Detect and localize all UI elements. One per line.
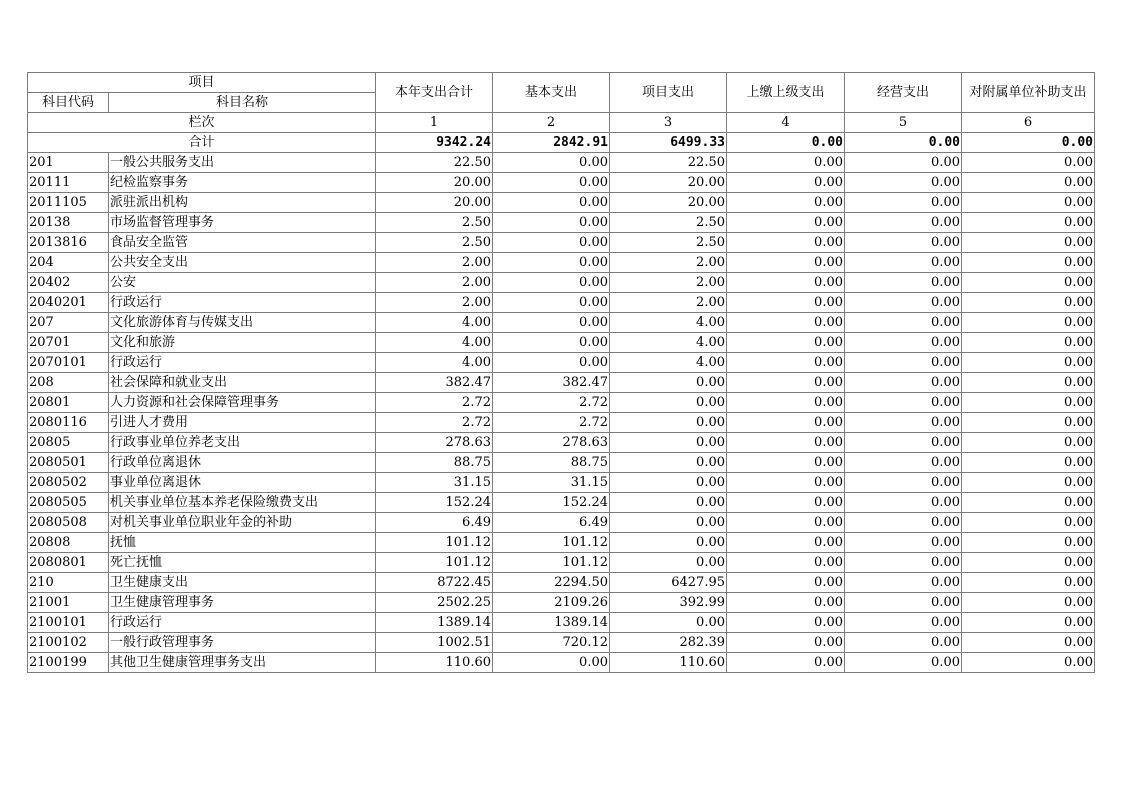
- amount-cell: 0.00: [845, 273, 962, 293]
- amount-cell: 0.00: [962, 633, 1095, 653]
- amount-cell: 4.00: [376, 333, 493, 353]
- amount-cell: 4.00: [610, 353, 727, 373]
- total-label: 合计: [28, 133, 376, 153]
- subject-name: 行政运行: [109, 293, 376, 313]
- column-number: 4: [727, 113, 845, 133]
- subject-code: 2100102: [28, 633, 109, 653]
- amount-cell: 0.00: [845, 253, 962, 273]
- amount-cell: 0.00: [845, 433, 962, 453]
- table-row: [28, 593, 1095, 613]
- subject-name: 行政事业单位养老支出: [109, 433, 376, 453]
- amount-cell: 0.00: [610, 453, 727, 473]
- header-col-remit: 上缴上级支出: [727, 73, 845, 113]
- amount-cell: 152.24: [493, 493, 610, 513]
- subject-name: 人力资源和社会保障管理事务: [109, 393, 376, 413]
- table-row: [28, 233, 1095, 253]
- amount-cell: 110.60: [610, 653, 727, 673]
- amount-cell: 1389.14: [493, 613, 610, 633]
- total-value: 0.00: [962, 133, 1095, 153]
- column-number: 5: [845, 113, 962, 133]
- amount-cell: 0.00: [493, 193, 610, 213]
- subject-code: 20402: [28, 273, 109, 293]
- subject-name: 一般行政管理事务: [109, 633, 376, 653]
- amount-cell: 0.00: [493, 353, 610, 373]
- amount-cell: 2.00: [376, 293, 493, 313]
- header-name: 科目名称: [109, 93, 376, 113]
- table-row: [28, 473, 1095, 493]
- subject-code: 20111: [28, 173, 109, 193]
- amount-cell: 0.00: [727, 333, 845, 353]
- total-value: 9342.24: [376, 133, 493, 153]
- amount-cell: 0.00: [845, 613, 962, 633]
- amount-cell: 20.00: [376, 193, 493, 213]
- total-value: 0.00: [727, 133, 845, 153]
- amount-cell: 0.00: [962, 613, 1095, 633]
- header-col-project: 项目支出: [610, 73, 727, 113]
- amount-cell: 0.00: [845, 373, 962, 393]
- amount-cell: 0.00: [845, 313, 962, 333]
- amount-cell: 0.00: [727, 513, 845, 533]
- amount-cell: 0.00: [962, 353, 1095, 373]
- subject-code: 2080508: [28, 513, 109, 533]
- amount-cell: 2.50: [376, 213, 493, 233]
- amount-cell: 0.00: [727, 473, 845, 493]
- table-row: [28, 173, 1095, 193]
- amount-cell: 0.00: [610, 493, 727, 513]
- subject-name: 卫生健康支出: [109, 573, 376, 593]
- amount-cell: 0.00: [727, 353, 845, 373]
- amount-cell: 2502.25: [376, 593, 493, 613]
- column-number: 1: [376, 113, 493, 133]
- amount-cell: 0.00: [493, 313, 610, 333]
- amount-cell: 0.00: [962, 573, 1095, 593]
- subject-code: 2011105: [28, 193, 109, 213]
- subject-code: 204: [28, 253, 109, 273]
- amount-cell: 0.00: [610, 393, 727, 413]
- amount-cell: 31.15: [493, 473, 610, 493]
- amount-cell: 0.00: [610, 413, 727, 433]
- table-row: [28, 373, 1095, 393]
- amount-cell: 382.47: [376, 373, 493, 393]
- subject-code: 2080801: [28, 553, 109, 573]
- amount-cell: 0.00: [727, 293, 845, 313]
- amount-cell: 31.15: [376, 473, 493, 493]
- subject-code: 20808: [28, 533, 109, 553]
- total-value: 0.00: [845, 133, 962, 153]
- table-row: [28, 513, 1095, 533]
- amount-cell: 2.72: [493, 413, 610, 433]
- subject-name: 行政单位离退休: [109, 453, 376, 473]
- subject-name: 死亡抚恤: [109, 553, 376, 573]
- table-row: [28, 553, 1095, 573]
- amount-cell: 0.00: [845, 633, 962, 653]
- table-row: [28, 413, 1095, 433]
- amount-cell: 0.00: [493, 173, 610, 193]
- amount-cell: 101.12: [493, 533, 610, 553]
- table-row: [28, 573, 1095, 593]
- amount-cell: 282.39: [610, 633, 727, 653]
- table-row: [28, 633, 1095, 653]
- subject-code: 2013816: [28, 233, 109, 253]
- column-number: 6: [962, 113, 1095, 133]
- amount-cell: 0.00: [845, 173, 962, 193]
- amount-cell: 2.50: [610, 213, 727, 233]
- amount-cell: 6.49: [493, 513, 610, 533]
- amount-cell: 0.00: [727, 633, 845, 653]
- amount-cell: 4.00: [376, 353, 493, 373]
- amount-cell: 0.00: [727, 313, 845, 333]
- amount-cell: 0.00: [845, 293, 962, 313]
- amount-cell: 20.00: [610, 193, 727, 213]
- amount-cell: 101.12: [376, 533, 493, 553]
- subject-name: 对机关事业单位职业年金的补助: [109, 513, 376, 533]
- total-value: 6499.33: [610, 133, 727, 153]
- amount-cell: 0.00: [962, 373, 1095, 393]
- amount-cell: 0.00: [727, 193, 845, 213]
- amount-cell: 0.00: [727, 413, 845, 433]
- amount-cell: 0.00: [727, 453, 845, 473]
- subject-name: 纪检监察事务: [109, 173, 376, 193]
- amount-cell: 0.00: [727, 613, 845, 633]
- amount-cell: 0.00: [727, 253, 845, 273]
- subject-name: 卫生健康管理事务: [109, 593, 376, 613]
- subject-name: 引进人才费用: [109, 413, 376, 433]
- amount-cell: 2109.26: [493, 593, 610, 613]
- table-row: [28, 293, 1095, 313]
- amount-cell: 0.00: [962, 193, 1095, 213]
- amount-cell: 22.50: [376, 153, 493, 173]
- amount-cell: 101.12: [376, 553, 493, 573]
- table-row: [28, 213, 1095, 233]
- amount-cell: 278.63: [493, 433, 610, 453]
- header-col-total: 本年支出合计: [376, 73, 493, 113]
- amount-cell: 0.00: [845, 553, 962, 573]
- table-row: [28, 313, 1095, 333]
- amount-cell: 0.00: [845, 573, 962, 593]
- amount-cell: 0.00: [727, 493, 845, 513]
- amount-cell: 0.00: [493, 273, 610, 293]
- table-row: [28, 333, 1095, 353]
- amount-cell: 88.75: [376, 453, 493, 473]
- amount-cell: 2294.50: [493, 573, 610, 593]
- header-code: 科目代码: [28, 93, 109, 113]
- subject-name: 事业单位离退休: [109, 473, 376, 493]
- amount-cell: 2.72: [376, 393, 493, 413]
- amount-cell: 392.99: [610, 593, 727, 613]
- header-col-basic: 基本支出: [493, 73, 610, 113]
- amount-cell: 0.00: [727, 573, 845, 593]
- amount-cell: 0.00: [845, 473, 962, 493]
- amount-cell: 0.00: [962, 493, 1095, 513]
- subject-code: 2100101: [28, 613, 109, 633]
- column-number: 2: [493, 113, 610, 133]
- amount-cell: 0.00: [610, 473, 727, 493]
- amount-cell: 0.00: [845, 353, 962, 373]
- table-row: [28, 433, 1095, 453]
- amount-cell: 0.00: [610, 433, 727, 453]
- subject-name: 市场监督管理事务: [109, 213, 376, 233]
- total-value: 2842.91: [493, 133, 610, 153]
- subject-code: 208: [28, 373, 109, 393]
- amount-cell: 0.00: [493, 653, 610, 673]
- amount-cell: 0.00: [845, 333, 962, 353]
- table-row: [28, 493, 1095, 513]
- amount-cell: 2.00: [610, 293, 727, 313]
- table-row: [28, 393, 1095, 413]
- subject-name: 社会保障和就业支出: [109, 373, 376, 393]
- subject-code: 207: [28, 313, 109, 333]
- subject-name: 派驻派出机构: [109, 193, 376, 213]
- amount-cell: 2.72: [376, 413, 493, 433]
- amount-cell: 0.00: [962, 313, 1095, 333]
- amount-cell: 0.00: [962, 333, 1095, 353]
- amount-cell: 0.00: [727, 553, 845, 573]
- amount-cell: 382.47: [493, 373, 610, 393]
- amount-cell: 0.00: [727, 593, 845, 613]
- amount-cell: 20.00: [376, 173, 493, 193]
- amount-cell: 0.00: [610, 513, 727, 533]
- amount-cell: 0.00: [845, 533, 962, 553]
- subject-code: 20801: [28, 393, 109, 413]
- amount-cell: 0.00: [962, 213, 1095, 233]
- amount-cell: 2.00: [610, 273, 727, 293]
- amount-cell: 2.00: [376, 253, 493, 273]
- amount-cell: 0.00: [962, 253, 1095, 273]
- subject-name: 其他卫生健康管理事务支出: [109, 653, 376, 673]
- amount-cell: 6.49: [376, 513, 493, 533]
- table-row: [28, 613, 1095, 633]
- amount-cell: 0.00: [962, 533, 1095, 553]
- amount-cell: 0.00: [962, 273, 1095, 293]
- subject-code: 2100199: [28, 653, 109, 673]
- amount-cell: 2.50: [376, 233, 493, 253]
- amount-cell: 2.00: [376, 273, 493, 293]
- amount-cell: 4.00: [376, 313, 493, 333]
- amount-cell: 0.00: [962, 553, 1095, 573]
- amount-cell: 2.50: [610, 233, 727, 253]
- table-row: [28, 253, 1095, 273]
- subject-name: 行政运行: [109, 613, 376, 633]
- table-row: [28, 653, 1095, 673]
- amount-cell: 0.00: [962, 293, 1095, 313]
- header-project: 项目: [28, 73, 376, 93]
- subject-name: 公共安全支出: [109, 253, 376, 273]
- table-row: [28, 453, 1095, 473]
- amount-cell: 0.00: [727, 533, 845, 553]
- amount-cell: 0.00: [962, 513, 1095, 533]
- subject-code: 2080505: [28, 493, 109, 513]
- amount-cell: 0.00: [727, 373, 845, 393]
- amount-cell: 0.00: [845, 593, 962, 613]
- subject-code: 2040201: [28, 293, 109, 313]
- subject-name: 文化旅游体育与传媒支出: [109, 313, 376, 333]
- amount-cell: 1002.51: [376, 633, 493, 653]
- amount-cell: 0.00: [962, 233, 1095, 253]
- amount-cell: 0.00: [727, 153, 845, 173]
- amount-cell: 0.00: [962, 153, 1095, 173]
- amount-cell: 0.00: [845, 233, 962, 253]
- subject-code: 201: [28, 153, 109, 173]
- amount-cell: 0.00: [962, 653, 1095, 673]
- subject-name: 公安: [109, 273, 376, 293]
- amount-cell: 4.00: [610, 313, 727, 333]
- subject-name: 抚恤: [109, 533, 376, 553]
- amount-cell: 0.00: [845, 153, 962, 173]
- amount-cell: 278.63: [376, 433, 493, 453]
- amount-cell: 0.00: [493, 213, 610, 233]
- column-number: 3: [610, 113, 727, 133]
- amount-cell: 0.00: [845, 413, 962, 433]
- amount-cell: 6427.95: [610, 573, 727, 593]
- amount-cell: 0.00: [727, 273, 845, 293]
- subject-name: 文化和旅游: [109, 333, 376, 353]
- amount-cell: 152.24: [376, 493, 493, 513]
- header-col-operating: 经营支出: [845, 73, 962, 113]
- amount-cell: 101.12: [493, 553, 610, 573]
- subject-code: 20701: [28, 333, 109, 353]
- subject-code: 2080116: [28, 413, 109, 433]
- table-row: [28, 353, 1095, 373]
- total-row: [28, 133, 1095, 153]
- amount-cell: 0.00: [962, 593, 1095, 613]
- expenditure-table: [27, 72, 1095, 673]
- amount-cell: 0.00: [845, 213, 962, 233]
- amount-cell: 0.00: [962, 473, 1095, 493]
- amount-cell: 0.00: [610, 533, 727, 553]
- amount-cell: 0.00: [493, 293, 610, 313]
- amount-cell: 0.00: [727, 433, 845, 453]
- amount-cell: 0.00: [962, 413, 1095, 433]
- table-row: [28, 153, 1095, 173]
- amount-cell: 0.00: [962, 453, 1095, 473]
- amount-cell: 20.00: [610, 173, 727, 193]
- amount-cell: 0.00: [493, 253, 610, 273]
- amount-cell: 0.00: [493, 153, 610, 173]
- subject-name: 机关事业单位基本养老保险缴费支出: [109, 493, 376, 513]
- amount-cell: 0.00: [845, 653, 962, 673]
- column-number-row: [28, 113, 1095, 133]
- amount-cell: 0.00: [962, 173, 1095, 193]
- amount-cell: 0.00: [845, 393, 962, 413]
- amount-cell: 720.12: [493, 633, 610, 653]
- amount-cell: 0.00: [727, 233, 845, 253]
- subject-code: 21001: [28, 593, 109, 613]
- amount-cell: 22.50: [610, 153, 727, 173]
- amount-cell: 2.00: [610, 253, 727, 273]
- amount-cell: 0.00: [727, 213, 845, 233]
- amount-cell: 0.00: [845, 493, 962, 513]
- amount-cell: 1389.14: [376, 613, 493, 633]
- table-row: [28, 273, 1095, 293]
- amount-cell: 0.00: [727, 173, 845, 193]
- amount-cell: 0.00: [845, 453, 962, 473]
- header-col-subsidy: 对附属单位补助支出: [962, 73, 1095, 113]
- subject-name: 一般公共服务支出: [109, 153, 376, 173]
- subject-code: 20138: [28, 213, 109, 233]
- amount-cell: 4.00: [610, 333, 727, 353]
- amount-cell: 0.00: [727, 653, 845, 673]
- header-row-1: [28, 73, 1095, 93]
- subject-code: 2080502: [28, 473, 109, 493]
- subject-code: 2080501: [28, 453, 109, 473]
- amount-cell: 88.75: [493, 453, 610, 473]
- amount-cell: 0.00: [962, 433, 1095, 453]
- amount-cell: 0.00: [493, 333, 610, 353]
- amount-cell: 0.00: [727, 393, 845, 413]
- subject-code: 20805: [28, 433, 109, 453]
- amount-cell: 8722.45: [376, 573, 493, 593]
- table-row: [28, 533, 1095, 553]
- subject-name: 食品安全监管: [109, 233, 376, 253]
- amount-cell: 0.00: [845, 513, 962, 533]
- amount-cell: 0.00: [610, 553, 727, 573]
- table-row: [28, 193, 1095, 213]
- subject-code: 210: [28, 573, 109, 593]
- amount-cell: 110.60: [376, 653, 493, 673]
- row-label: 栏次: [28, 113, 376, 133]
- amount-cell: 2.72: [493, 393, 610, 413]
- amount-cell: 0.00: [610, 613, 727, 633]
- amount-cell: 0.00: [610, 373, 727, 393]
- subject-code: 2070101: [28, 353, 109, 373]
- amount-cell: 0.00: [845, 193, 962, 213]
- amount-cell: 0.00: [962, 393, 1095, 413]
- amount-cell: 0.00: [493, 233, 610, 253]
- subject-name: 行政运行: [109, 353, 376, 373]
